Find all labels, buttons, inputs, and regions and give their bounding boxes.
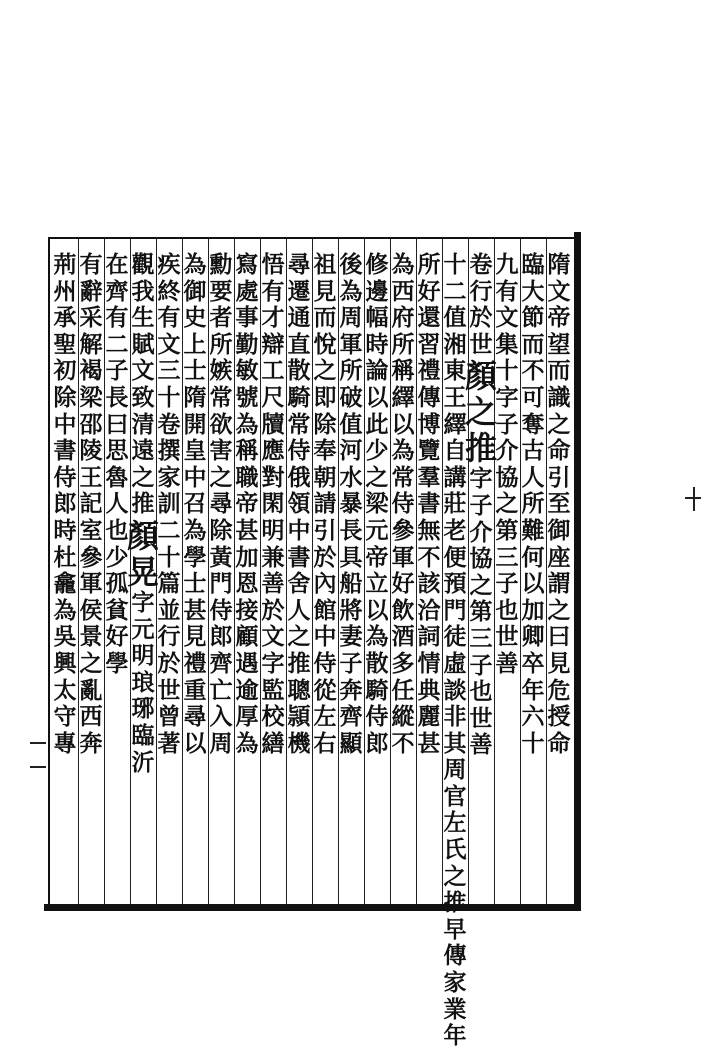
column-text: 悟 有 才 辯 工 尺 牘 應 對 閑 明 兼 善 於 文 字 監 校 繕 bbox=[261, 251, 285, 757]
bottom-border bbox=[44, 904, 580, 911]
heading-name: 顏 晃 bbox=[126, 516, 159, 591]
column-text: 臨 大 節 而 不 可 奪 古 人 所 難 何 以 加 卿 卒 年 六 十 bbox=[521, 251, 545, 757]
column-text: 寫 處 事 勤 敏 號 為 稱 職 帝 甚 加 恩 接 顧 遇 逾 厚 為 bbox=[235, 251, 259, 757]
column-text: 字 元 明 琅 琊 臨 沂 bbox=[131, 588, 155, 776]
margin-tick bbox=[693, 487, 695, 511]
margin-tick bbox=[30, 742, 46, 744]
column-text: 在 齊 有 二 子 長 曰 思 魯 bbox=[105, 251, 129, 491]
column-text: 周 官 左 氏 之 推 早 傳 家 業 年 bbox=[443, 756, 467, 1050]
heading-name: 顏 之 推 bbox=[464, 357, 497, 468]
column-text: 為 西 府 所 稱 繹 以 為 常 侍 參 軍 好 飲 酒 多 任 縱 不 bbox=[391, 251, 415, 757]
column-text: 祖 見 而 悅 之 即 除 奉 朝 請 引 於 內 館 中 侍 從 左 右 bbox=[313, 251, 337, 757]
column-text: 尋 遷 通 直 散 騎 常 侍 俄 領 中 書 舍 人 之 推 聰 頴 機 bbox=[287, 251, 311, 757]
column-text: 所 好 還 習 禮 傳 博 覽 羣 書 無 不 該 洽 詞 情 典 麗 甚 bbox=[417, 251, 441, 757]
column-text: 十 二 值 湘 東 王 繹 自 講 莊 老 便 預 門 徒 虛 談 非 其 bbox=[443, 251, 467, 757]
column-text: 隋 文 帝 望 而 識 之 命 引 至 御 座 謂 之 曰 見 危 授 命 bbox=[547, 251, 571, 757]
column-text: 勳 要 者 所 嫉 常 欲 害 之 尋 除 黃 門 侍 郎 齊 亡 入 周 bbox=[209, 251, 233, 757]
column-text: 卷 行 於 世 bbox=[469, 251, 493, 358]
column-text: 有 辭 采 解 褐 梁 邵 陵 王 記 室 參 軍 侯 景 之 亂 西 奔 bbox=[79, 251, 103, 757]
column-text: 人 也 少 孤 貧 好 學 bbox=[105, 490, 129, 677]
text-column bbox=[45, 252, 85, 757]
column-text: 後 為 周 軍 所 破 值 河 水 暴 長 具 船 將 妻 子 奔 齊 顯 bbox=[339, 251, 363, 757]
margin-tick bbox=[685, 497, 701, 499]
column-text: 觀 我 生 賦 文 致 清 遠 之 推 bbox=[131, 251, 155, 518]
column-text: 為 御 史 上 士 隋 開 皇 中 召 為 學 士 甚 見 禮 重 尋 以 bbox=[183, 251, 207, 757]
margin-tick bbox=[30, 766, 46, 768]
top-border bbox=[48, 237, 578, 239]
column-text: 字 子 介 協 之 第 三 子 也 世 善 bbox=[469, 465, 493, 759]
column-text: 修 邊 幅 時 論 以 此 少 之 梁 元 帝 立 以 為 散 騎 侍 郎 bbox=[365, 251, 389, 757]
column-text: 九 有 文 集 十 字 子 介 協 之 第 三 子 也 世 善 bbox=[495, 251, 519, 677]
column-text: 疾 終 有 文 三 十 卷 撰 家 訓 二 十 篇 並 行 於 世 曾 著 bbox=[157, 251, 181, 757]
column-text: 荊 州 承 聖 初 除 中 書 侍 郎 時 杜 龕 為 吳 興 太 守 專 bbox=[53, 251, 77, 757]
